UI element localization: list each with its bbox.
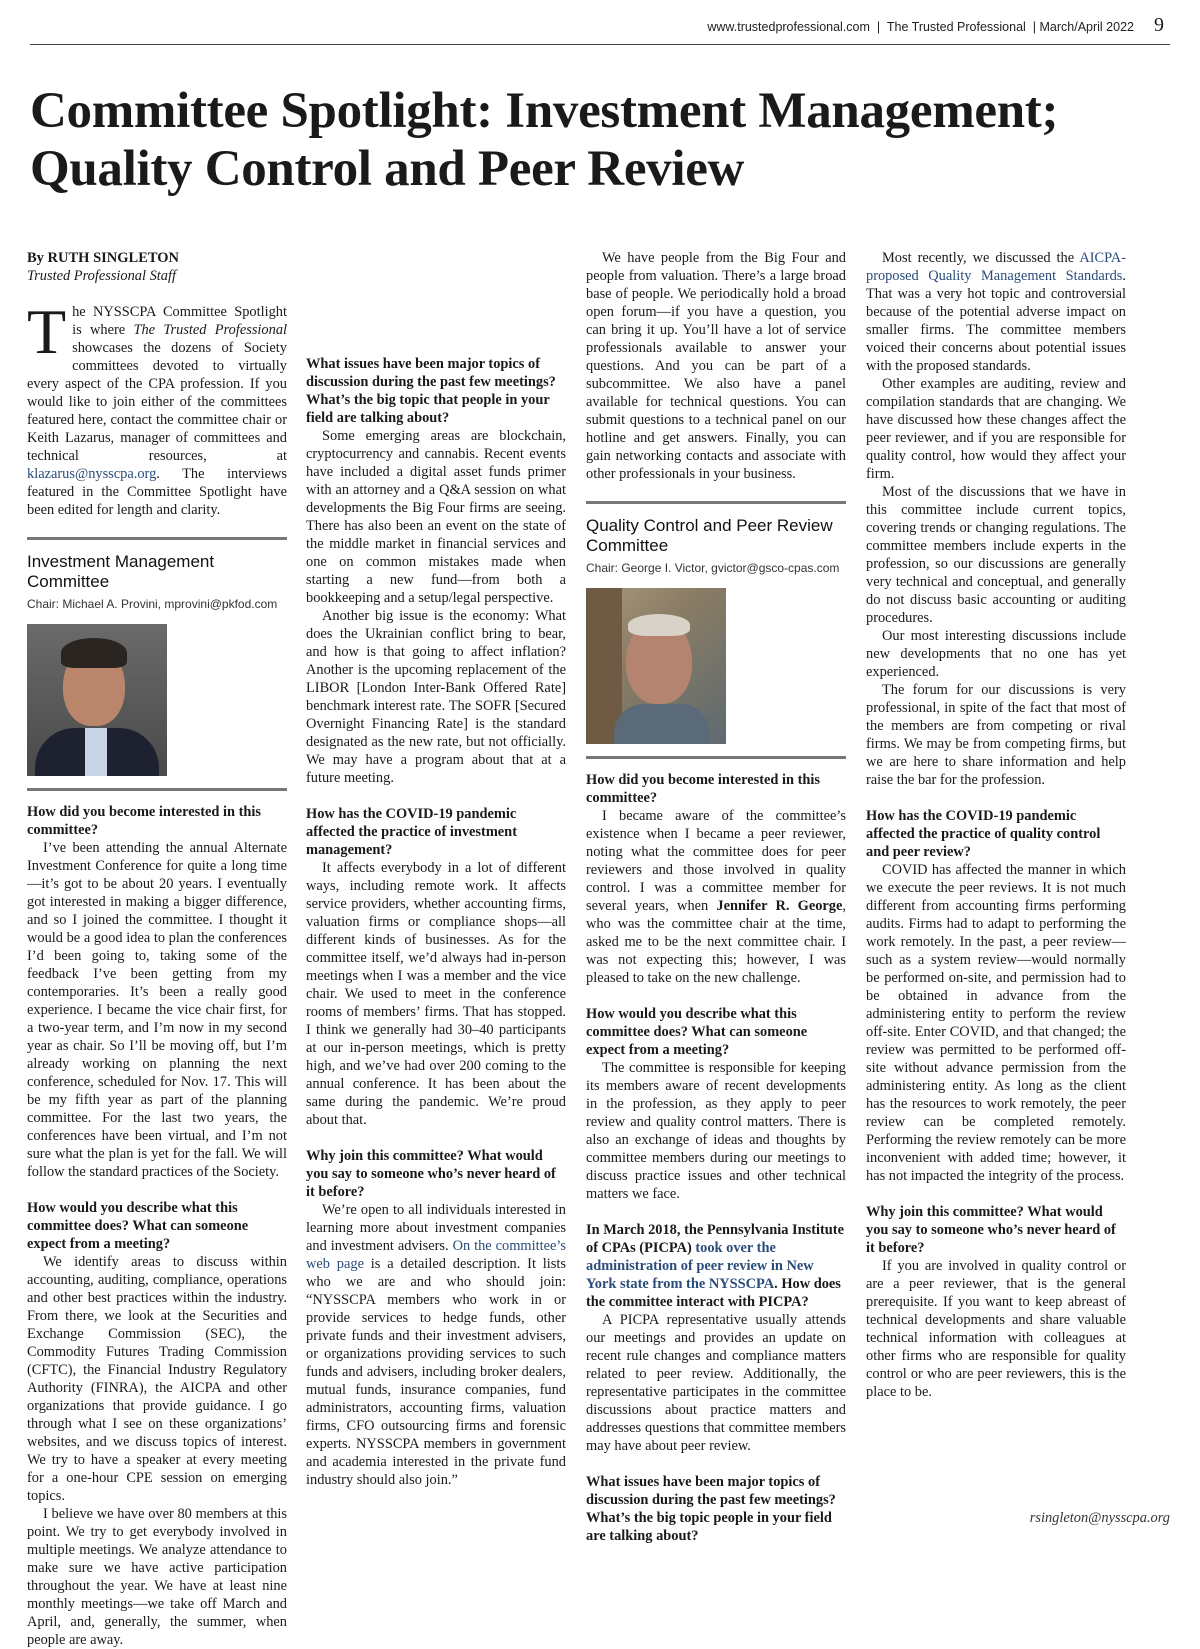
investment-chair-photo bbox=[27, 624, 167, 776]
quality-a4b: Other examples are auditing, review and compilation standards that are changing. We have discussed how these changes affect the peer reviewer, and if you are responsible for quality control, how would they affect your firm. bbox=[866, 376, 1126, 482]
page-header bbox=[30, 14, 1170, 45]
column-4 bbox=[866, 249, 1126, 1401]
title-line-1: Committee Spotlight: Investment Management; bbox=[30, 83, 1059, 139]
quality-committee-heading: Quality Control and Peer Review Committee bbox=[586, 516, 833, 555]
header-meta: www.trustedprofessional.com | The Trusted Professional | March/April 2022 bbox=[707, 20, 1134, 34]
investment-a3: Some emerging areas are blockchain, cryptocurrency and cannabis. Recent events have included a digital asset funds primer with an attorney and a Q&A session on what developments the Big Four firms are seeing. There has also been an event on the state of the middle market in financial services and one on common mistakes made when starting a new fund—from both a bookkeeping and a setup/legal perspective. bbox=[306, 428, 566, 606]
picpa-link[interactable]: took over the administration of peer review in New York state from the NYSSCPA bbox=[586, 1240, 814, 1292]
column-2 bbox=[306, 255, 566, 1489]
header-issue: March/April 2022 bbox=[1039, 20, 1134, 34]
quality-q2: How would you describe what this committee does? What can someone expect from a meeting? bbox=[586, 1006, 808, 1058]
quality-q3: In March 2018, the Pennsylvania Institute of CPAs (PICPA) took over the administration of peer review in New York state from the NYSSCPA. How does the committee interact with PICPA? bbox=[586, 1222, 844, 1310]
quality-q1: How did you become interested in this committee? bbox=[586, 772, 820, 806]
investment-q2: How would you describe what this committee does? What can someone expect from a meeting? bbox=[27, 1200, 249, 1252]
section-divider bbox=[27, 537, 287, 540]
intro-paragraph: The NYSSCPA Committee Spotlight is where The Trusted Professional showcases the dozens of Society committees devoted to virtually every aspect of the CPA profession. If you would like to join either of the committees featured here, contact the committee chair or Keith Lazarus, manager of committees and technical resources, at klazarus@nysscpa.org. The interviews featured in the Committee Spotlight have been edited for length and clarity. bbox=[27, 296, 288, 518]
quality-chair: Chair: George I. Victor, gvictor@gsco-cpas.com bbox=[586, 561, 840, 575]
investment-a3b: Another big issue is the economy: What does the Ukrainian conflict bring to bear, and how is that going to affect inflation? Another is the upcoming replacement of the LIBOR [London Inter-Bank Offered Rate] benchmark interest rate. The SOFR [Secured Overnight Financing Rate] is the standard designated as the new rate, but not officially. We may have a program about that at a future meeting. bbox=[306, 608, 566, 786]
investment-a1: I’ve been attending the annual Alternate Investment Conference for quite a long time—it’s got to be about 20 years. I eventually got interested in making a bigger difference, and so I joined the committee. I thought it would be a good idea to plan the conferences I’d been going to, taking some of the feedback I’ve been getting from my contemporaries. It’s been a really good experience. I became the vice chair first, for a two-year term, and I’m now in my second year as chair. So I’ll be moving off, but I’m already working on planning the next conference, scheduled for Nov. 17. This will be my fifth year as part of the planning committee. For the last two years, the conferences have been virtual, and I’m not sure what the plan is yet for the fall. We will follow the standard practices of the Society. bbox=[27, 840, 287, 1180]
investment-a4: It affects everybody in a lot of different ways, including remote work. It affects service providers, whether accounting firms, valuation firms or compliance shops—all different kinds of businesses. As for the committee itself, we’d always had in-person meetings when I was a member and the vice chair. We used to meet in the conference rooms of members’ firms. That has stopped. I think we generally had 30–40 participants at our in-person meetings, which is pretty high, and we’ve had over 200 coming to the annual conference. It has been about the same during the pandemic. We’re proud about that. bbox=[306, 860, 566, 1128]
investment-q3: What issues have been major topics of discussion during the past few meetings? What’s the big topic that people in your field are talking about? bbox=[306, 356, 556, 426]
publication-name: The Trusted Professional bbox=[133, 322, 288, 338]
investment-a2b: I believe we have over 80 members at this point. We try to get everybody involved in multiple meetings. We analyze attendance to make sure we have active participation throughout the year. We have at least nine monthly meetings—we take off March and April, and, generally, the summer, when people are away. bbox=[27, 1506, 287, 1648]
investment-a2: We identify areas to discuss within accounting, auditing, compliance, operations and other best practices within the industry. From there, we look at the Securities and Exchange Commission (SEC), the Commodity Futures Trading Commission (CFTC), the Financial Industry Regulatory Authority (FINRA), the AICPA and other organizations that provide guidance. I go through what I see on these organizations’ websites, and we discuss topics of interest. We try to have a speaker at every meeting for a one-hour CPE session on emerging topics. bbox=[27, 1254, 287, 1504]
investment-a5b: We have people from the Big Four and people from valuation. There’s a large broad base of people. We periodically hold a broad open forum—if you have a question, you can bring it up. You’ll have a lot of service professionals available to answer your questions. And you can be part of a subcommittee. We also have a panel available for technical questions. You can submit questions to a technical panel on our hotline and get answers. Finally, you can gain networking contacts and associate with other professionals in your business. bbox=[586, 250, 846, 482]
author-email[interactable]: rsingleton@nysscpa.org bbox=[1029, 1510, 1170, 1526]
quality-a4c: Most of the discussions that we have in this committee include current topics, covering trends or changing regulations. The committee members include experts in the profession, so our discussions are generally very technical and conceptual, and generally do not discuss basic accounting or auditing procedures. bbox=[866, 484, 1126, 626]
section-divider-2 bbox=[586, 501, 846, 504]
header-publication: The Trusted Professional bbox=[886, 20, 1026, 34]
quality-a2: The committee is responsible for keeping its members aware of recent developments in the profession, as they apply to peer review and quality control matters. There is also an exchange of ideas and thoughts by committee members during our meetings to discuss practice issues and other technical matters we face. bbox=[586, 1060, 846, 1202]
jennifer-george-name: Jennifer R. George bbox=[716, 898, 843, 914]
column-1 bbox=[27, 249, 287, 1649]
quality-a4e: The forum for our discussions is very professional, in spite of the fact that most of the members are from competing or rival firms. We may be from competing firms, but we are here to share information and help raise the bar for the profession. bbox=[866, 682, 1126, 788]
quality-a6: If you are involved in quality control or are a peer reviewer, that is the general prerequisite. If you want to keep abreast of technical developments and share valuable technical information with colleagues at other firms who are responsible for quality control or who are peer reviewers, this is the place to be. bbox=[866, 1258, 1126, 1400]
investment-committee-heading: Investment Management Committee bbox=[27, 552, 215, 591]
quality-q6: Why join this committee? What would you say to someone who’s never heard of it before? bbox=[866, 1204, 1116, 1256]
photo-divider-2 bbox=[586, 756, 846, 759]
investment-chair: Chair: Michael A. Provini, mprovini@pkfod.com bbox=[27, 597, 278, 611]
quality-q4: What issues have been major topics of discussion during the past few meetings? What’s the big topic people in your field are talking about? bbox=[586, 1474, 836, 1544]
investment-q4: How has the COVID-19 pandemic affected the practice of investment management? bbox=[306, 806, 517, 858]
article-title bbox=[30, 82, 1170, 198]
quality-a1: I became aware of the committee’s existence when I became a peer reviewer, noting what the committee does for peer reviewers and those involved in quality control. I was a committee member for several years, when Jennifer R. George, who was the committee chair at the time, asked me to be the next committee chair. I was not expecting this; however, I was pleased to take on the new challenge. bbox=[586, 808, 846, 986]
title-line-2: Quality Control and Peer Review bbox=[30, 141, 745, 197]
photo-divider bbox=[27, 788, 287, 791]
investment-q1: How did you become interested in this committee? bbox=[27, 804, 261, 838]
aicpa-standards-link[interactable]: AICPA-proposed Quality Management Standards bbox=[866, 250, 1126, 284]
page-number: 9 bbox=[1154, 14, 1164, 36]
quality-a5: COVID has affected the manner in which we execute the peer reviews. It is not much different from accounting firms performing audits. Firms had to adapt to performing the work remotely. In the past, a peer review—such as a system review—would normally be performed on-site, and permission had to be obtained in advance from the administering entity to perform the review off-site. Enter COVID, and that changed; the review was permitted to be performed off-site without advance permission from the administering entity. As long as the client has the resources to work remotely, the peer review can be completed remotely. Performing the review remotely can be more inconvenient with added time; however, it has not impacted the integrity of the process. bbox=[866, 862, 1126, 1184]
intro-email-link[interactable]: klazarus@nysscpa.org bbox=[27, 466, 157, 482]
quality-a4d: Our most interesting discussions include new developments that no one has yet experienced. bbox=[866, 628, 1126, 680]
quality-q5: How has the COVID-19 pandemic affected the practice of quality control and peer review? bbox=[866, 808, 1101, 860]
quality-a3: A PICPA representative usually attends our meetings and provides an update on recent rule changes and compliance matters related to peer review. Additionally, the representative participates in the committee discussions about practice matters and addresses questions that committee members may have about peer review. bbox=[586, 1312, 846, 1454]
quality-a4: Most recently, we discussed the AICPA-proposed Quality Management Standards. That was a very hot topic and controversial because of the potential adverse impact on smaller firms. The committee members voiced their concerns about potential issues with the proposed standards. bbox=[866, 250, 1126, 374]
header-site[interactable]: www.trustedprofessional.com bbox=[707, 20, 870, 34]
investment-q5: Why join this committee? What would you say to someone who’s never heard of it before? bbox=[306, 1148, 556, 1200]
column-3 bbox=[586, 249, 846, 1545]
investment-a5: We’re open to all individuals interested in learning more about investment companies and investment advisers. On the committee’s web page is a detailed description. It lists who we are and who should join: “NYSSCPA members who work in or provide services to hedge funds, other private funds and their investment advisers, or organizations providing services to such funds and advisers, including broker dealers, mutual funds, insurance companies, fund administrators, accounting firms, valuation firms, CFO outsourcing firms and forensic experts. NYSSCPA members in government and academia interested in the private fund industry should also join.” bbox=[306, 1202, 566, 1488]
committee-web-page-link[interactable]: On the committee’s web page bbox=[306, 1238, 566, 1272]
drop-cap: T bbox=[27, 296, 67, 367]
byline-role: Trusted Professional Staff bbox=[27, 268, 176, 284]
byline-author: By RUTH SINGLETON bbox=[27, 250, 180, 266]
quality-chair-photo bbox=[586, 588, 726, 744]
